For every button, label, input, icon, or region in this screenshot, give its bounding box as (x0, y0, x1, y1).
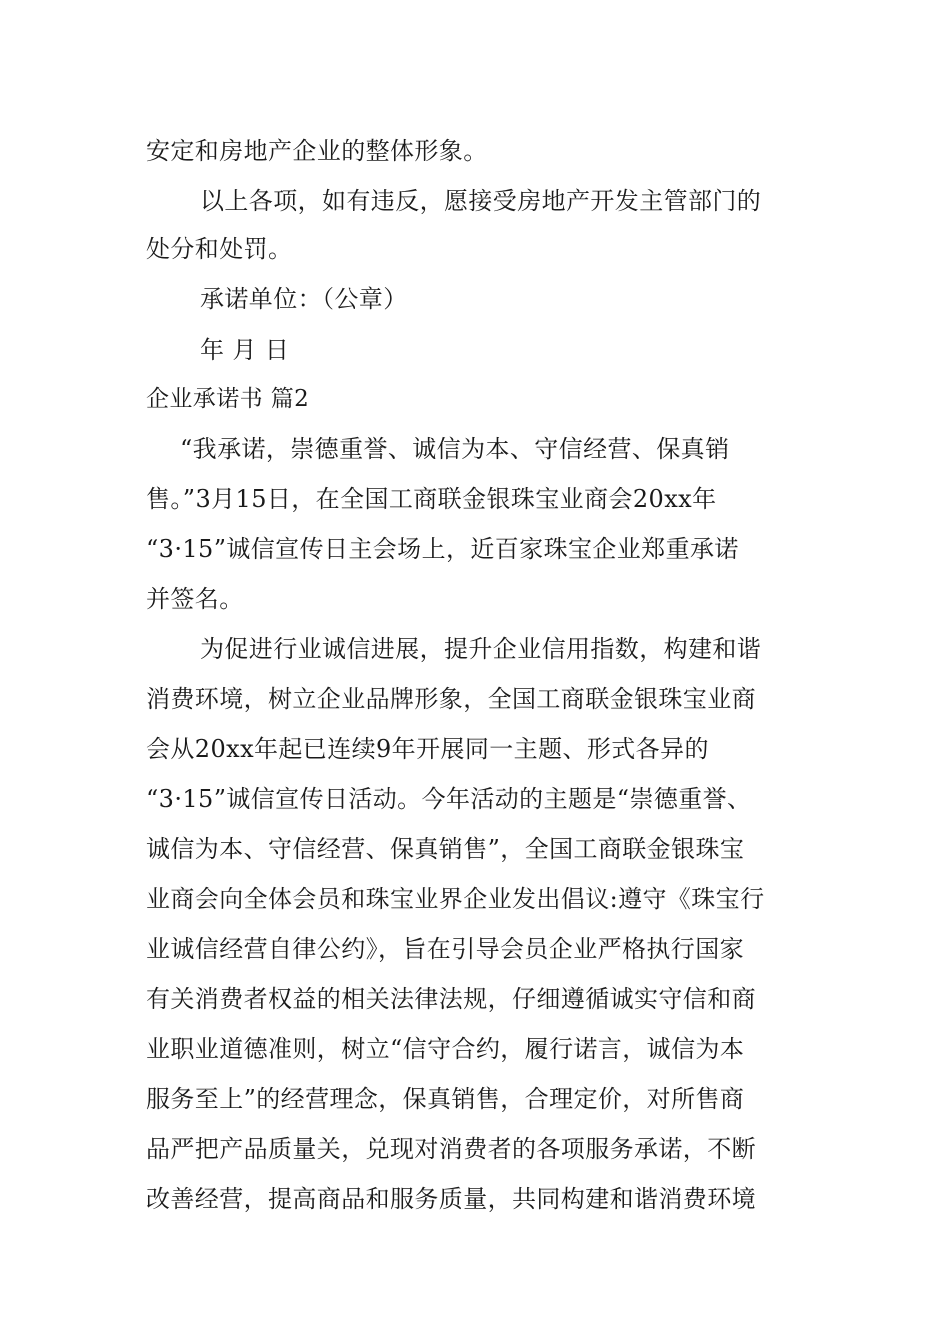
paragraph-line: 服务至上”的经营理念，保真销售，合理定价，对所售商 (146, 1085, 745, 1113)
paragraph-line: “3·15”诚信宣传日主会场上，近百家珠宝企业郑重承诺 (146, 535, 739, 563)
paragraph-line: 有关消费者权益的相关法律法规，仔细遵循诚实守信和商 (146, 985, 756, 1013)
paragraph-line: 业职业道德准则，树立“信守合约，履行诺言，诚信为本 (146, 1035, 745, 1063)
paragraph-line: 售。”3月15日，在全国工商联金银珠宝业商会20xx年 (146, 485, 717, 513)
paragraph-line: 为促进行业诚信进展，提升企业信用指数，构建和谐 (200, 635, 762, 663)
paragraph-line: 消费环境，树立企业品牌形象，全国工商联金银珠宝业商 (146, 685, 756, 713)
date-line: 年 月 日 (200, 336, 290, 364)
paragraph-line: “3·15”诚信宣传日活动。今年活动的主题是“崇德重誉、 (146, 785, 752, 813)
paragraph-line: 会从20xx年起已连续9年开展同一主题、形式各异的 (146, 735, 709, 763)
paragraph-line: 处分和处罚。 (146, 235, 293, 263)
paragraph-line: 业商会向全体会员和珠宝业界企业发出倡议:遵守《珠宝行 (146, 885, 765, 913)
paragraph-line: 改善经营，提高商品和服务质量，共同构建和谐消费环境 (146, 1185, 756, 1213)
paragraph-line: 安定和房地产企业的整体形象。 (146, 137, 488, 165)
section-heading: 企业承诺书 篇2 (146, 386, 310, 412)
signature-unit: 承诺单位：（公章） (200, 285, 408, 313)
paragraph-line: 品严把产品质量关，兑现对消费者的各项服务承诺，不断 (146, 1135, 756, 1163)
paragraph-line: “我承诺，崇德重誉、诚信为本、守信经营、保真销 (180, 435, 730, 463)
paragraph-line: 并签名。 (146, 585, 244, 613)
paragraph-line: 以上各项，如有违反，愿接受房地产开发主管部门的 (200, 187, 762, 215)
paragraph-line: 业诚信经营自律公约》，旨在引导会员企业严格执行国家 (146, 935, 744, 963)
paragraph-line: 诚信为本、守信经营、保真销售”，全国工商联金银珠宝 (146, 835, 745, 863)
